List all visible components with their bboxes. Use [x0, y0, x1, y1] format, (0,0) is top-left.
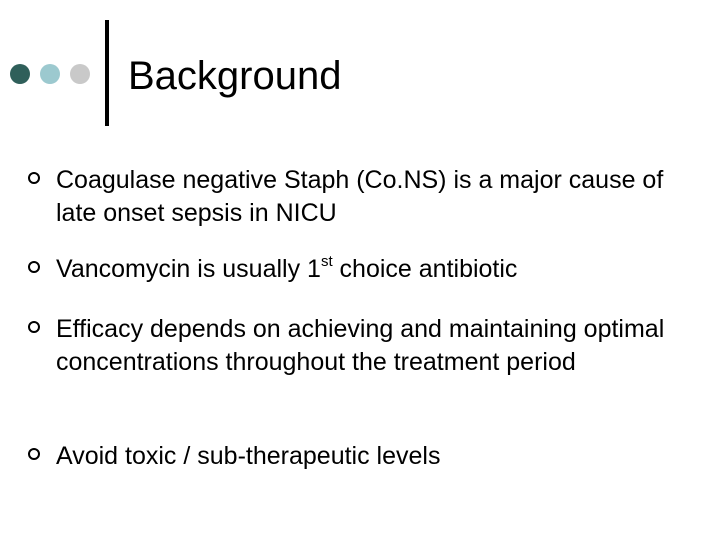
bullet-circle-icon	[28, 261, 40, 273]
bullet-circle-icon	[28, 448, 40, 460]
bullet-text-part: Vancomycin is usually 1	[56, 255, 321, 283]
bullet-text: Coagulase negative Staph (Co.NS) is a major cause of late onset sepsis in NICU	[56, 166, 664, 227]
title-divider-line	[105, 20, 109, 126]
bullet-text-part: choice antibiotic	[332, 255, 518, 283]
dot-dark	[10, 64, 30, 84]
dot-teal	[40, 64, 60, 84]
slide-title: Background	[128, 54, 342, 98]
decorative-dots	[10, 64, 100, 86]
bullet-text: Efficacy depends on achieving and maintaining optimal concentrations throughout the treatment period	[56, 315, 665, 376]
dot-gray	[70, 64, 90, 84]
superscript-text: st	[320, 252, 333, 270]
bullet-text: Avoid toxic / sub-therapeutic levels	[56, 442, 441, 470]
bullet-text	[56, 253, 676, 286]
bullet-circle-icon	[28, 321, 40, 333]
bullet-circle-icon	[28, 172, 40, 184]
